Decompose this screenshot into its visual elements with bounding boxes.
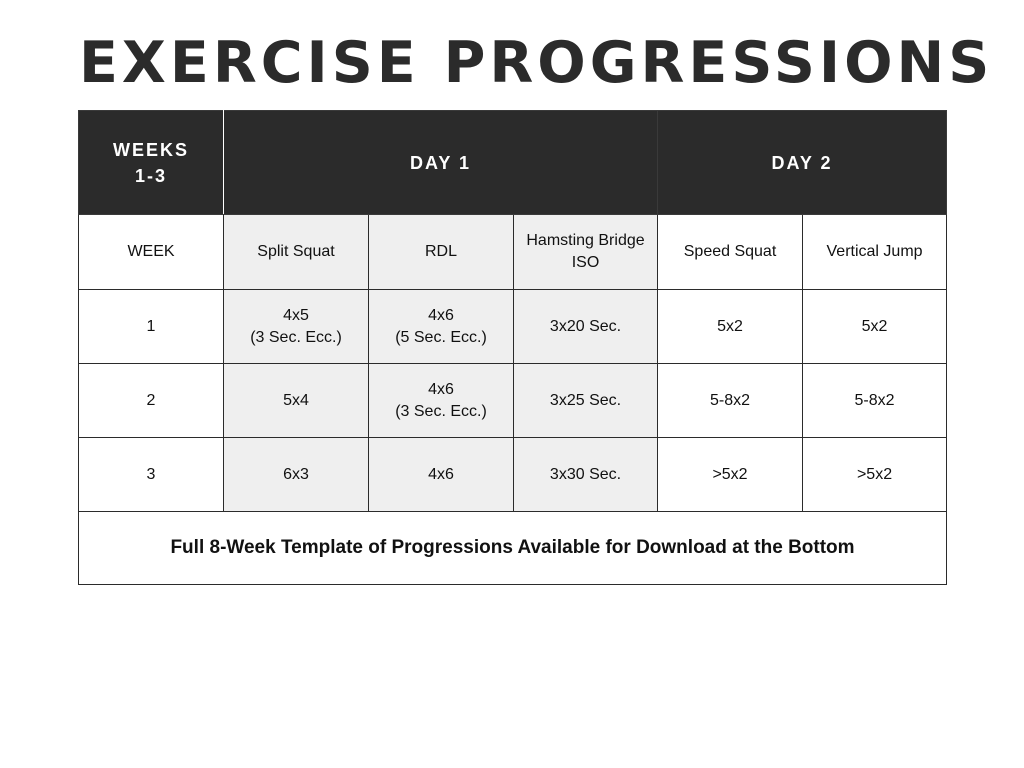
weeks-header-label: WEEKS [112, 139, 189, 160]
day1-header: DAY 1 [224, 111, 658, 215]
table-footer-row [79, 512, 947, 585]
table-row [79, 290, 947, 364]
hamstring-label-line1: Hamsting Bridge [526, 232, 645, 249]
week-number-cell: 3 [79, 438, 224, 512]
speed-squat-cell: 5x2 [658, 290, 803, 364]
page-title: EXERCISE PROGRESSIONS [79, 30, 994, 96]
cell-line: 4x6 [428, 380, 454, 398]
speed-squat-cell: >5x2 [658, 438, 803, 512]
vertical-jump-cell: >5x2 [803, 438, 947, 512]
speed-squat-cell: 5-8x2 [658, 364, 803, 438]
hamstring-bridge-column-label [514, 215, 658, 290]
split-squat-column-label: Split Squat [224, 215, 369, 290]
cell-line: 4x6 [428, 306, 454, 324]
cell-line: (3 Sec. Ecc.) [395, 402, 487, 420]
weeks-range-header [79, 111, 224, 215]
rdl-cell [369, 364, 514, 438]
day2-header: DAY 2 [658, 111, 947, 215]
week-column-label: WEEK [79, 215, 224, 290]
cell-line: (3 Sec. Ecc.) [250, 328, 342, 346]
cell-line: 5x4 [283, 391, 309, 409]
vertical-jump-cell: 5-8x2 [803, 364, 947, 438]
rdl-column-label: RDL [369, 215, 514, 290]
progression-table [78, 110, 947, 585]
split-squat-cell [224, 364, 369, 438]
cell-line: 4x5 [283, 306, 309, 324]
rdl-cell [369, 290, 514, 364]
cell-line: (5 Sec. Ecc.) [395, 328, 487, 346]
hamstring-label-line2: ISO [571, 254, 600, 271]
split-squat-cell [224, 438, 369, 512]
week-number-cell: 1 [79, 290, 224, 364]
speed-squat-column-label: Speed Squat [658, 215, 803, 290]
vertical-jump-column-label: Vertical Jump [803, 215, 947, 290]
hamstring-bridge-cell: 3x30 Sec. [514, 438, 658, 512]
weeks-header-range: 1-3 [134, 165, 167, 186]
cell-line: 4x6 [428, 465, 454, 483]
hamstring-bridge-cell: 3x20 Sec. [514, 290, 658, 364]
vertical-jump-cell: 5x2 [803, 290, 947, 364]
table-row [79, 364, 947, 438]
week-number-cell: 2 [79, 364, 224, 438]
table-header-row [79, 111, 947, 215]
split-squat-cell [224, 290, 369, 364]
column-labels-row [79, 215, 947, 290]
cell-line: 6x3 [283, 465, 309, 483]
download-note: Full 8-Week Template of Progressions Available for Download at the Bottom [79, 512, 947, 585]
hamstring-bridge-cell: 3x25 Sec. [514, 364, 658, 438]
table-row [79, 438, 947, 512]
rdl-cell [369, 438, 514, 512]
